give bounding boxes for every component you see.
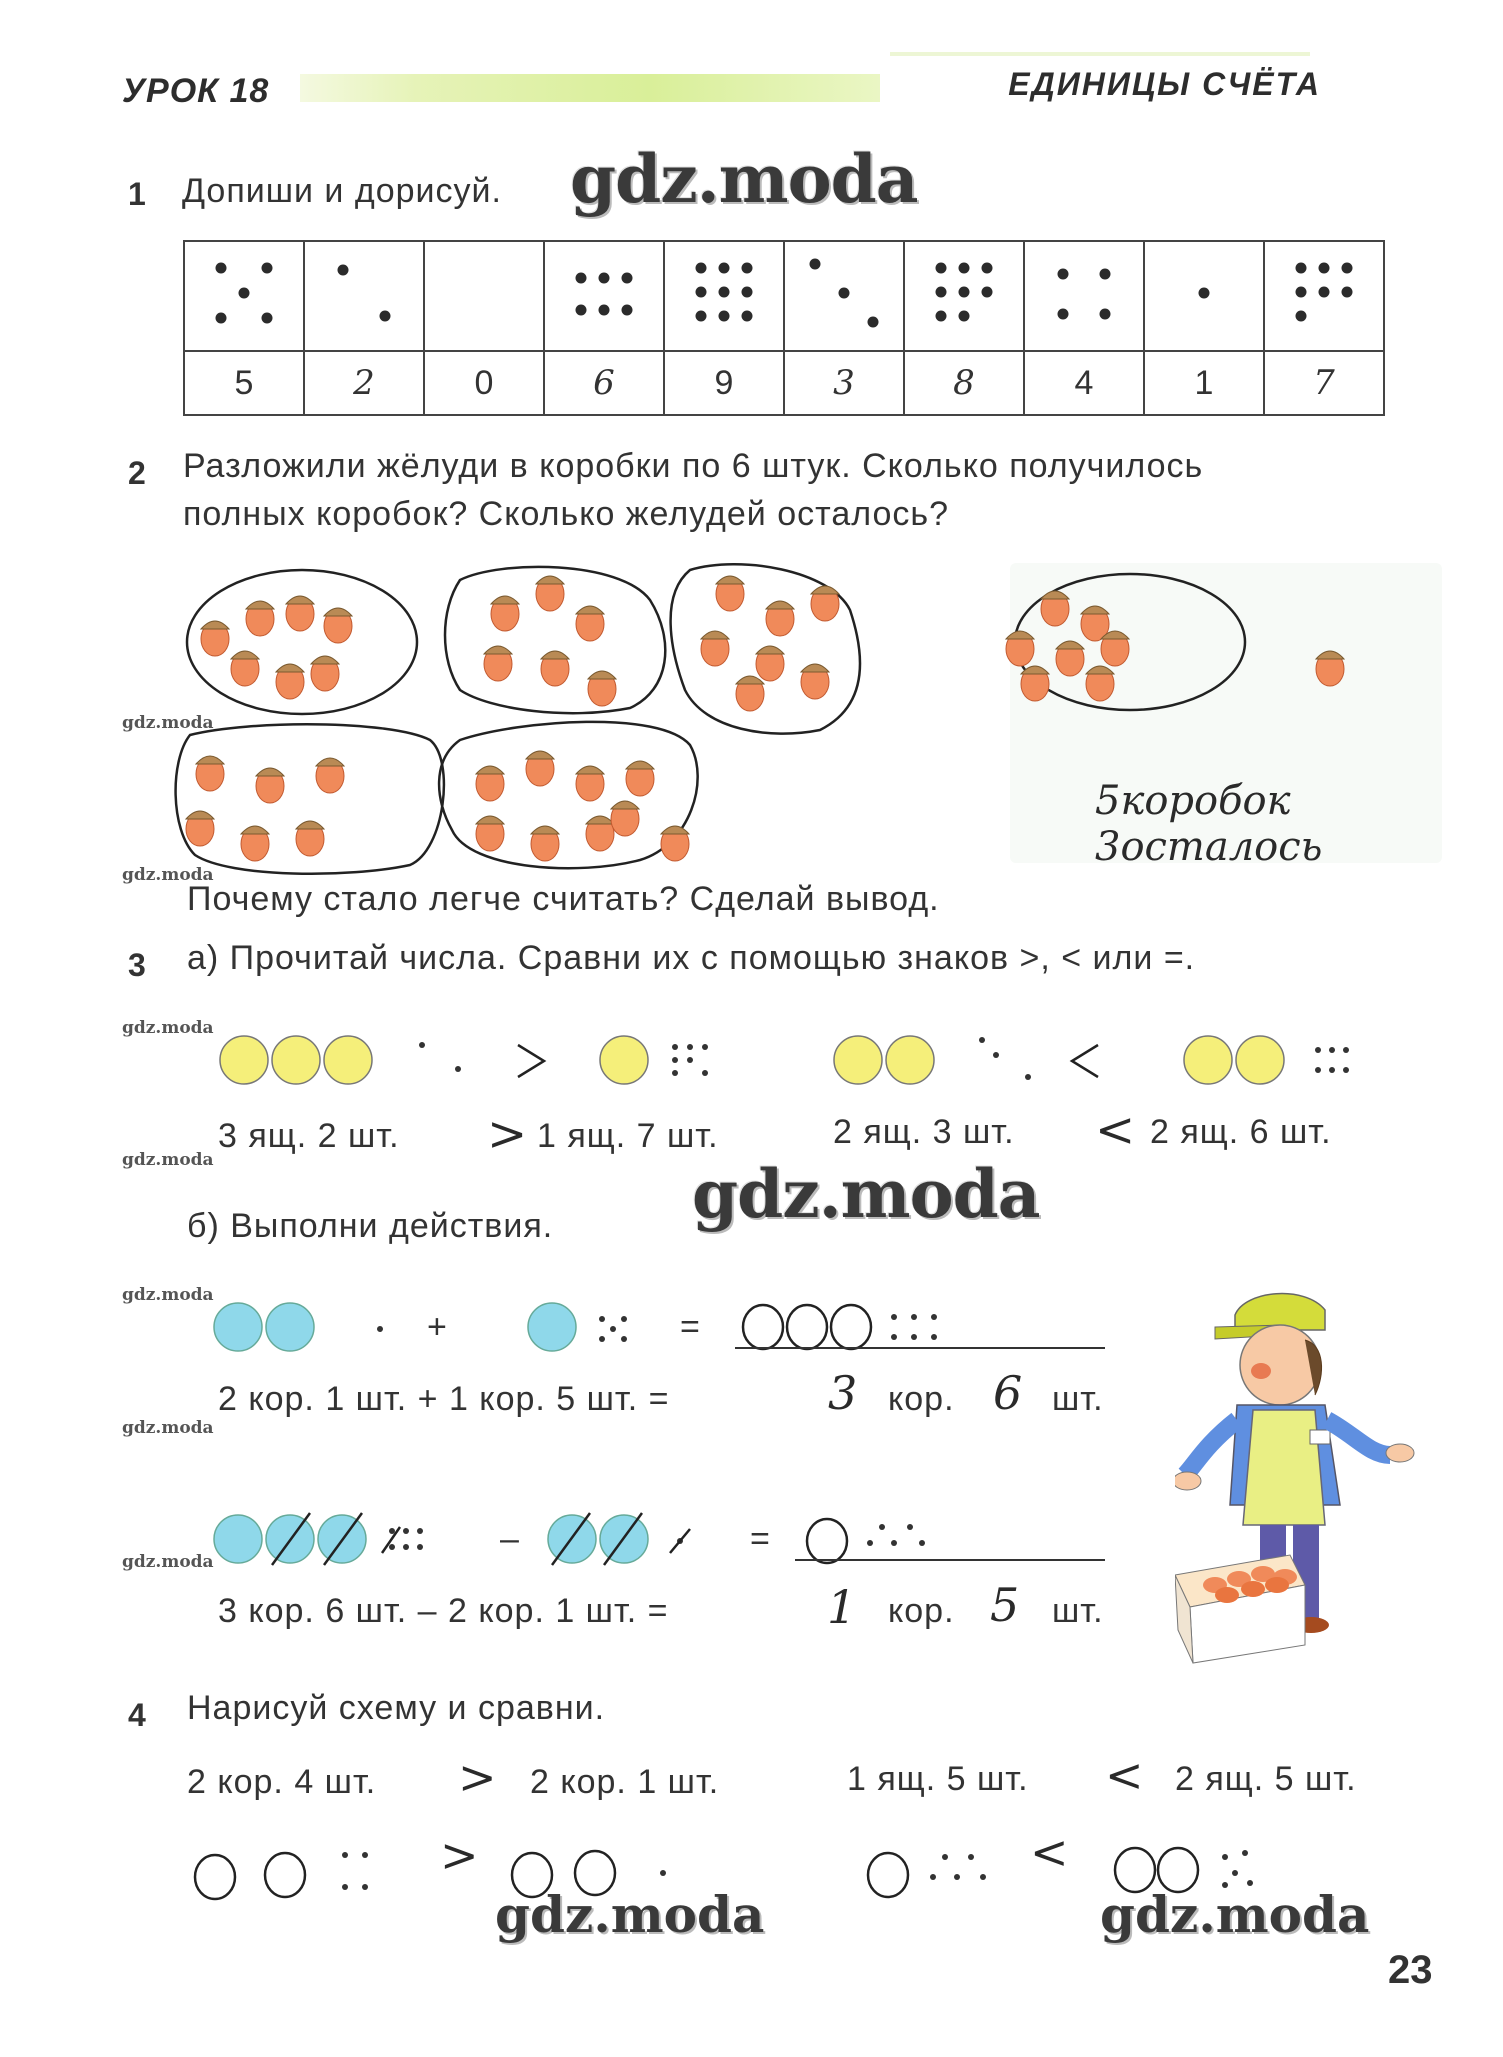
dot [696,263,707,274]
dot-pattern [665,242,783,345]
acorn [736,676,764,711]
dot-pattern [1265,242,1383,345]
dot [1296,311,1307,322]
watermark: gdz.moda [692,1155,1040,1233]
acorn [1101,631,1129,666]
crate-circle [220,1036,268,1084]
watermark: gdz.moda [122,1418,214,1438]
dot [1058,309,1069,320]
dot [622,305,633,316]
dot [216,313,227,324]
crate-circle [1236,1036,1284,1084]
task-1-text: Допиши и дорисуй. [182,172,502,210]
task-3a-right-expr-1: 2 ящ. 3 шт. [833,1113,1015,1151]
dot [982,287,993,298]
acorn [526,751,554,786]
acorn [811,586,839,621]
dot-pattern [905,242,1023,345]
dot-cell [784,241,904,351]
box-circle [214,1303,262,1351]
task-4-number: 4 [128,1697,146,1733]
header-decor-line [890,52,1310,56]
crate-circle [1184,1036,1232,1084]
header-decor-bar [300,74,880,102]
acorn [576,606,604,641]
dot [719,311,730,322]
task-3b-scheme-1 [210,1295,1110,1365]
acorn [316,758,344,793]
acorn [586,816,614,851]
piece-dot [455,1066,461,1072]
task-3b-text: б) Выполни действия. [187,1207,554,1245]
dot-cell [1264,241,1384,351]
plus-sign: + [427,1308,447,1346]
dot [719,287,730,298]
acorn [611,801,639,836]
acorn [286,596,314,631]
acorn [531,826,559,861]
number-cell: 8 [904,351,1024,415]
dot [982,263,993,274]
acorn [541,651,569,686]
task-3a-left-expr-1: 3 ящ. 2 шт. [218,1117,400,1155]
acorn [1041,591,1069,626]
number-cell: 2 [304,351,424,415]
dot [936,263,947,274]
acorn [756,646,784,681]
task-3b-unit-2-pieces: шт. [1052,1592,1104,1630]
task-3b-answer-1-pieces: 6 [993,1366,1023,1420]
dot [742,287,753,298]
acorn [201,621,229,656]
number-cell: 1 [1144,351,1264,415]
dot [216,263,227,274]
number-cell: 3 [784,351,904,415]
dot [959,263,970,274]
dot-pattern [785,242,903,345]
task-3a-left-expr-2: 1 ящ. 7 шт. [537,1117,719,1155]
watermark: gdz.moda [122,865,214,885]
task-3b-unit-1-pieces: шт. [1052,1380,1104,1418]
cross-out [670,1529,690,1553]
dot [380,311,391,322]
acorn [311,656,339,691]
watermark: gdz.moda [122,1150,214,1170]
box-circle [528,1303,576,1351]
dot-pattern [425,242,543,345]
dot-pattern [1145,242,1263,345]
acorn [476,766,504,801]
crate-circle [272,1036,320,1084]
acorn [296,821,324,856]
page-number: 23 [1388,1948,1433,1992]
acorn [536,576,564,611]
equals-sign: = [750,1520,770,1558]
dot [1100,269,1111,280]
acorn [801,664,829,699]
task-3b-answer-2-pieces: 5 [990,1578,1020,1632]
task-3a-text: а) Прочитай числа. Сравни их с помощью знаков >, < или =. [187,939,1196,977]
answer-line [795,1559,1105,1561]
dot-pattern [185,242,303,345]
dot [1319,263,1330,274]
equals-sign: = [680,1308,700,1346]
watermark: gdz.moda [122,1285,214,1305]
number-cell: 9 [664,351,784,415]
task-4-right-a: 1 ящ. 5 шт. [847,1760,1029,1798]
box-circle [214,1515,262,1563]
acorn [626,761,654,796]
task-2-answer: 5коробок 3осталось [1095,778,1323,870]
watermark: gdz.moda [1100,1885,1370,1944]
task-2-line-2: полных коробок? Сколько желудей осталось? [183,495,949,533]
task-3b-expr-2: 3 кор. 6 шт. – 2 кор. 1 шт. = [218,1592,669,1630]
number-cell: 7 [1264,351,1384,415]
watermark: gdz.moda [570,140,918,218]
crate-circle [324,1036,372,1084]
watermark: gdz.moda [495,1885,765,1944]
dot-pattern [545,242,663,345]
dot [622,273,633,284]
dot [1319,287,1330,298]
answer-drawing-2 [807,1519,925,1563]
dot-cell [304,241,424,351]
number-cell: 4 [1024,351,1144,415]
watermark: gdz.moda [122,1552,214,1572]
dot [742,311,753,322]
task-4-right-sign: < [1105,1748,1144,1802]
dot [936,311,947,322]
dot [262,313,273,324]
acorn [324,608,352,643]
acorn [484,646,512,681]
number-cell: 0 [424,351,544,415]
dot [810,259,821,270]
minus-sign: – [500,1520,519,1558]
task-3b-unit-2-boxes: кор. [888,1592,955,1630]
dot [1100,309,1111,320]
scheme-3-crates-2-pcs [220,1036,461,1084]
scheme-right-a [868,1853,986,1897]
task-4-scheme-right-sign: < [1030,1825,1069,1879]
task-1-number: 1 [128,176,146,212]
scheme-2-crates-6-pcs [1184,1036,1349,1084]
dot [599,273,610,284]
scheme-2-crates-3-pcs [834,1036,1031,1084]
less-sign-drawn [1072,1045,1098,1077]
acorn [246,601,274,636]
scheme-1-crate-7-pcs [600,1036,708,1084]
dot [959,287,970,298]
dot [959,311,970,322]
acorn [196,756,224,791]
watermark: gdz.moda [122,1018,214,1038]
task-3b-unit-1-boxes: кор. [888,1380,955,1418]
acorn [186,811,214,846]
task-3a-schemes [200,1015,1400,1105]
dot-cell [1024,241,1144,351]
task-4-left-a: 2 кор. 4 шт. [187,1763,377,1801]
acorn [661,826,689,861]
task-4-text: Нарисуй схему и сравни. [187,1689,606,1727]
dot [742,263,753,274]
dot [936,287,947,298]
task-3a-left-sign: > [487,1106,528,1162]
dot-cell [1144,241,1264,351]
acorn [491,596,519,631]
dot [1296,287,1307,298]
dot [868,317,879,328]
dot [696,311,707,322]
dot [338,265,349,276]
task-4-left-sign: > [458,1750,497,1804]
task-3b-answer-1-boxes: 3 [828,1366,858,1420]
dot-cell [544,241,664,351]
acorn [1021,666,1049,701]
acorn [256,768,284,803]
task-3b-answer-2-boxes: 1 [827,1580,857,1634]
dot [1342,263,1353,274]
dots-table [183,240,1385,416]
acorn [1086,666,1114,701]
number-cell: 6 [544,351,664,415]
dot [239,288,250,299]
acorn [716,576,744,611]
task-4-right-b: 2 ящ. 5 шт. [1175,1760,1357,1798]
dot [719,263,730,274]
task-2-question: Почему стало легче считать? Сделай вывод. [187,880,940,918]
dot-pattern [1025,242,1143,345]
watermark: gdz.moda [122,713,214,733]
dot-cell [184,241,304,351]
dot [576,273,587,284]
dot [1296,263,1307,274]
dot [696,287,707,298]
task-2-line-1: Разложили жёлуди в коробки по 6 штук. Сколько получилось [183,447,1204,485]
dot-cell [664,241,784,351]
acorn [701,631,729,666]
dot [1058,269,1069,280]
crate-circle [600,1036,648,1084]
acorn [241,826,269,861]
answer-line [735,1347,1105,1349]
scheme-left-a [195,1852,368,1899]
acorn [476,816,504,851]
acorn [1056,641,1084,676]
task-3b-expr-1: 2 кор. 1 шт. + 1 кор. 5 шт. = [218,1380,670,1418]
acorn [766,601,794,636]
acorn [231,651,259,686]
boy-with-crate-illustration [1175,1285,1415,1665]
number-cell: 5 [184,351,304,415]
loop-5 [439,722,698,868]
task-3a-right-expr-2: 2 ящ. 6 шт. [1150,1113,1332,1151]
dot [262,263,273,274]
answer-drawing-1 [743,1305,937,1349]
task-4-scheme-left-sign: > [440,1828,479,1882]
greater-sign-drawn [518,1045,544,1077]
dot-cell [904,241,1024,351]
dot [1342,287,1353,298]
dot [599,305,610,316]
dot-cell [424,241,544,351]
dot-pattern [305,242,423,345]
dot [839,288,850,299]
topic-title: ЕДИНИЦЫ СЧЁТА [1008,66,1321,102]
piece-dot [377,1326,383,1332]
dot [576,305,587,316]
box-circle [266,1303,314,1351]
crate-circle [886,1036,934,1084]
lesson-title: УРОК 18 [122,72,270,110]
acorn [276,664,304,699]
task-4-left-b: 2 кор. 1 шт. [530,1763,720,1801]
dot [1199,288,1210,299]
task-2-number: 2 [128,455,146,491]
task-3a-right-sign: < [1095,1102,1136,1158]
crate-circle [834,1036,882,1084]
task-3b-scheme-2 [210,1505,1110,1575]
acorn [588,671,616,706]
acorn [576,766,604,801]
acorn [1006,631,1034,666]
acorn [1316,651,1344,686]
task-3-number: 3 [128,947,146,983]
piece-dot [419,1042,425,1048]
